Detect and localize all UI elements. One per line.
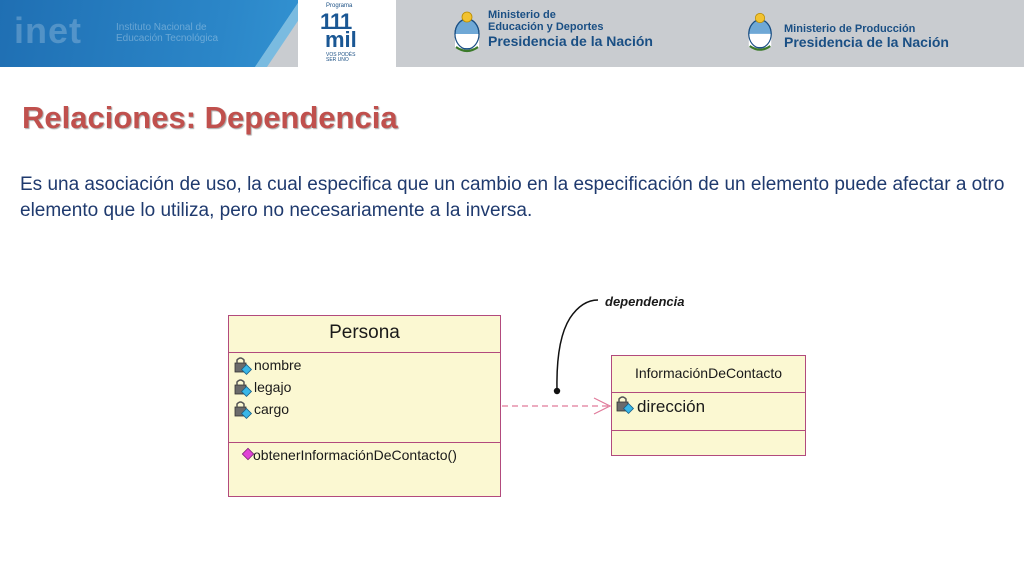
attribute-legajo: legajo bbox=[254, 379, 292, 395]
class-name: InformaciónDeContacto bbox=[634, 365, 783, 381]
operation-obtener-informacion: obtenerInformaciónDeContacto() bbox=[253, 447, 457, 463]
ministry2-line2: Presidencia de la Nación bbox=[784, 34, 949, 50]
class-name: Persona bbox=[329, 322, 400, 343]
program-word: mil bbox=[325, 27, 357, 52]
dependency-annotation: dependencia bbox=[605, 294, 685, 309]
inet-logo: inet bbox=[14, 10, 83, 51]
ministry1-line1: Ministerio de bbox=[488, 9, 556, 21]
program-tagline-line2: SER UNO bbox=[326, 57, 349, 63]
inet-subtitle-line1: Instituto Nacional de bbox=[116, 22, 207, 33]
attribute-nombre: nombre bbox=[254, 357, 302, 373]
attribute-direccion: dirección bbox=[637, 397, 706, 416]
inet-subtitle-line2: Educación Tecnológica bbox=[116, 33, 219, 44]
program-number: 111 bbox=[320, 9, 352, 34]
slide-description: Es una asociación de uso, la cual especifica que un cambio en la especificación de un elemento puede afectar a otro elemento que lo utiliza, pero no necesariamente a la inversa. bbox=[20, 174, 1005, 221]
ministry2-line1: Ministerio de Producción bbox=[784, 23, 916, 35]
slide-title: Relaciones: Dependencia bbox=[22, 100, 398, 135]
attribute-cargo: cargo bbox=[254, 401, 290, 417]
ministry1-line3: Presidencia de la Nación bbox=[488, 33, 653, 49]
program-label: Programa bbox=[326, 3, 353, 9]
program-tagline-line1: VOS PODÉS bbox=[326, 52, 356, 58]
ministry1-line2: Educación y Deportes bbox=[488, 21, 604, 33]
